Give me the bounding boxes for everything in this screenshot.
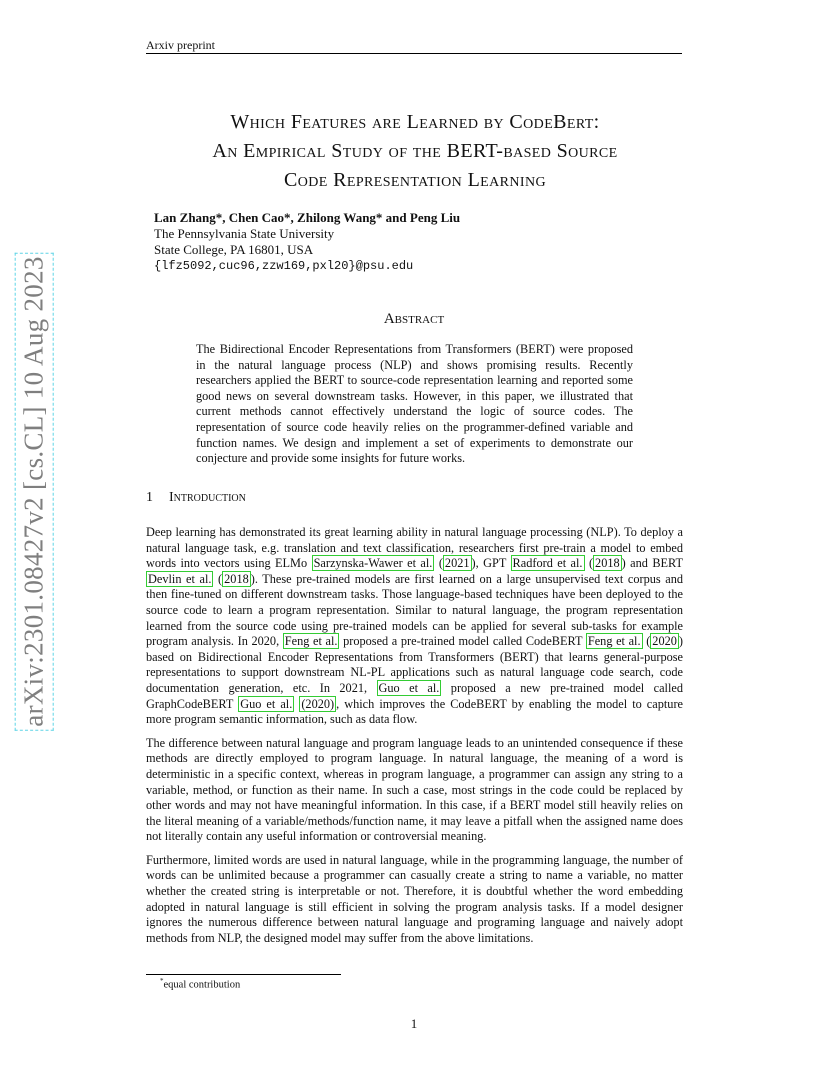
- author-names: Lan Zhang*, Chen Cao*, Zhilong Wang* and Peng Liu: [154, 210, 461, 225]
- citation-link[interactable]: Guo et al.: [378, 680, 440, 695]
- author-block: [154, 210, 460, 274]
- section-number: 1: [146, 490, 153, 505]
- title-line-3: Code Representation Learning: [284, 169, 546, 191]
- running-header: Arxiv preprint: [146, 38, 215, 52]
- text-run: ) and BERT: [621, 556, 684, 571]
- citation-link[interactable]: 2021: [444, 556, 470, 571]
- section-heading: [146, 490, 246, 506]
- title-line-2: An Empirical Study of the BERT-based Source: [212, 140, 618, 162]
- text-run: proposed a new pre-trained model called GraphCodeBERT: [146, 680, 683, 711]
- page-number: 1: [410, 1016, 418, 1031]
- text-run: Deep learning has demonstrated its great learning ability in natural language processing (NLP). To deploy a natural language task, e.g. translation and text classification, researchers first pre-train a model to embed words into vectors using ELMo: [146, 525, 683, 571]
- footnote-rule: [146, 974, 341, 975]
- footnote-mark: *: [160, 977, 164, 985]
- footnote: [160, 977, 240, 991]
- text-run: (: [213, 571, 223, 586]
- paragraph-2: The difference between natural language and program language leads to an unintended consequence if these methods are directly employed to program language. In natural language, the meaning of a word is deterministic in a specific context, whereas in program language, a programmer can assign any string to a variable, method, or function as their name. In such a case, most strings in the code could be replaced by other words and may not have meaningful information. In this case, if a BERT model still heavily relies on the literal meaning of a variable/methods/function name, it may leave a pitfall when the assigned name does not literally contain any useful information or controversial meaning.: [146, 735, 683, 844]
- citation-link[interactable]: (2020): [301, 696, 335, 711]
- text-run: ). These pre-trained models are first learned on a large unsupervised text corpus and then fine-tuned on different downstream tasks. Those language-based techniques have been deployed to the source code to learn a program representation. Similar to natural language, the program representation learned from the source code using pre-trained models can be applied for several sub-tasks for example program analysis. In 2020,: [146, 571, 683, 649]
- text-run: (: [584, 556, 594, 571]
- arxiv-identifier[interactable]: arXiv:2301.08427v2 [cs.CL] 10 Aug 2023: [18, 255, 49, 727]
- text-run: proposed a pre-trained model called CodeBERT: [339, 634, 586, 649]
- text-run: , which improves the CodeBERT by enabling the model to capture more program semantic information, such as data flow.: [146, 696, 683, 727]
- header-rule: [146, 53, 682, 54]
- text-run: (: [642, 634, 651, 649]
- abstract-heading: Abstract: [383, 311, 445, 327]
- title-line-1: Which Features are Learned by CodeBert:: [230, 111, 600, 133]
- citation-link[interactable]: Devlin et al.: [148, 571, 212, 586]
- text-run: (: [434, 556, 443, 571]
- citation-link[interactable]: 2020: [652, 634, 677, 649]
- footnote-text: equal contribution: [163, 979, 241, 991]
- citation-link[interactable]: Sarzynska-Wawer et al.: [313, 556, 433, 571]
- section-title: Introduction: [169, 490, 246, 505]
- citation-link[interactable]: Guo et al.: [240, 696, 293, 711]
- text-run: ), GPT: [471, 556, 511, 571]
- citation-link[interactable]: Feng et al.: [587, 634, 641, 649]
- author-affiliation: The Pennsylvania State University: [154, 226, 335, 241]
- citation-link[interactable]: 2018: [224, 571, 249, 586]
- paragraph-3: Furthermore, limited words are used in natural language, while in the programming language, the number of words can be unlimited because a programmer can casually create a string to name a variable, no matter whether the created string is interpretable or not. Therefore, it is doubtful whether the word embedding adopted in natural language is still efficient in solving the program analysis tasks. If a model designer ignores the numerous difference between natural language and programing language and naively adopt methods from NLP, the designed model may suffer from the above limitations.: [146, 852, 683, 945]
- author-address: State College, PA 16801, USA: [154, 242, 314, 257]
- paragraph-1: [146, 525, 683, 728]
- paper-title: [120, 108, 710, 195]
- citation-link[interactable]: 2018: [595, 556, 620, 571]
- body-text: [146, 525, 683, 954]
- text-run: ) based on Bidirectional Encoder Representations from Transformers (BERT) that learns general-purpose representations to support downstream NL-PL applications such as natural language code search, code documentation generation, etc. In 2021,: [146, 634, 683, 695]
- abstract-text: The Bidirectional Encoder Representations from Transformers (BERT) were proposed in the natural language process (NLP) and shows promising results. Recently researchers applied the BERT to source-code representation learning and reported some good news on several downstream tasks. However, in this paper, we illustrated that current methods cannot effectively understand the logic of source codes. The representation of source code heavily relies on the programmer-defined variable and function names. We design and implement a set of experiments to demonstrate our conjecture and provide some insights for future works.: [196, 342, 633, 466]
- author-email: {lfz5092,cuc96,zzw169,pxl20}@psu.edu: [154, 259, 414, 273]
- citation-link[interactable]: Radford et al.: [512, 556, 583, 571]
- citation-link[interactable]: Feng et al.: [284, 634, 338, 649]
